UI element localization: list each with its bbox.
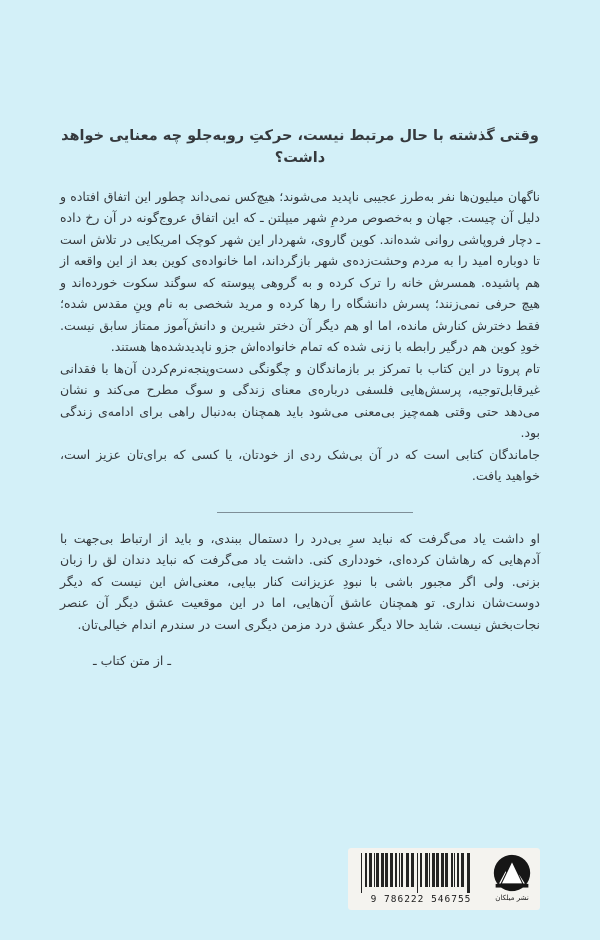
quote-paragraph: او داشت یاد می‌گرفت که نباید سرِ بی‌درد را دستمال ببندی، و باید از ارتباط بی‌جهت با آدم‌هایی که رهاشان کرده‌ای، خودداری کنی. داشت یاد می‌گرفت که نباید دندان لق را زبان بزنی. ولی اگر مجبور باشی با نبودِ عزیزانت کنار بیایی، معنی‌اش این نیست که دیگر دوست‌شان نداری. تو همچنان عاشق آن‌هایی، اما در این موقعیت عشق دیگر آن عنصر نجات‌بخش نیست. شاید حالا دیگر عشق درد مزمن دیگری است در سندرم اندام خیالی‌تان.	[60, 530, 540, 632]
barcode-icon	[361, 853, 489, 893]
barcode-panel	[348, 848, 540, 910]
barcode-area	[353, 852, 489, 906]
synopsis-paragraph-2: تام پروتا در این کتاب با تمرکز بر بازماندگان و چگونگی دست‌وپنجه‌نرم‌کردن آن‌ها با فقدانی غیرقابل‌توجیه، پرسش‌هایی فلسفی درباره‌ی معنای زندگی و سوگ مطرح می‌کند و نشان می‌دهد حتی وقتی همه‌چیز بی‌معنی می‌شود باید همچنان به‌دنبال راهی برای ادامه‌ی زندگی بود.	[60, 360, 540, 440]
tagline-heading: وقتی گذشته با حال مرتبط نیست، حرکتِ روبه‌جلو چه معنایی خواهد داشت؟	[61, 128, 539, 166]
back-cover-text-block	[60, 126, 540, 668]
synopsis-paragraph-3: جاماندگان کتابی است که در آن بی‌شک ردی از خودتان، یا کسی که برای‌تان عزیز است، خواهید یافت.	[60, 446, 540, 483]
isbn-number: 9 786222 546755	[370, 894, 472, 905]
publisher-name: نشر میلکان	[495, 894, 529, 902]
synopsis-paragraph-1: ناگهان میلیون‌ها نفر به‌طرز عجیبی ناپدید می‌شوند؛ هیچ‌کس نمی‌داند چطور این اتفاق افتاده و دلیل آن چیست. جهان و به‌خصوص مردمِ شهر میپلتن ـ که این اتفاق عروج‌گونه در آن رخ داده ـ دچار فروپاشی روانی شده‌اند. کوین گاروی، شهردار این شهر کوچک امریکایی در تلاش است تا دوباره امید را به مردم وحشت‌زده‌ی شهر بازگرداند، اما خانواده‌ی کوین بعد از این واقعه از هم پاشیده. همسرش خانه را ترک کرده و به گروهی پیوسته که سوگند سکوت خورده‌اند و هیچ حرفی نمی‌زنند؛ پسرش دانشگاه را رها کرده و مرید شخصی به نام وینِ مقدس شده؛ فقط دخترش کنارش مانده، اما او هم دیگر آن دختر شیرین و دانش‌آموز ممتاز سابق نیست. خودِ کوین هم درگیر رابطه با زنی شده که تمام خانواده‌اش جزو ناپدیدشده‌ها هستند.	[60, 188, 540, 354]
publisher-logo-block	[489, 852, 535, 906]
quote-attribution: ـ از متن کتاب ـ	[93, 653, 172, 668]
publisher-mountains-logo-icon	[492, 853, 532, 893]
divider-line	[217, 512, 413, 513]
